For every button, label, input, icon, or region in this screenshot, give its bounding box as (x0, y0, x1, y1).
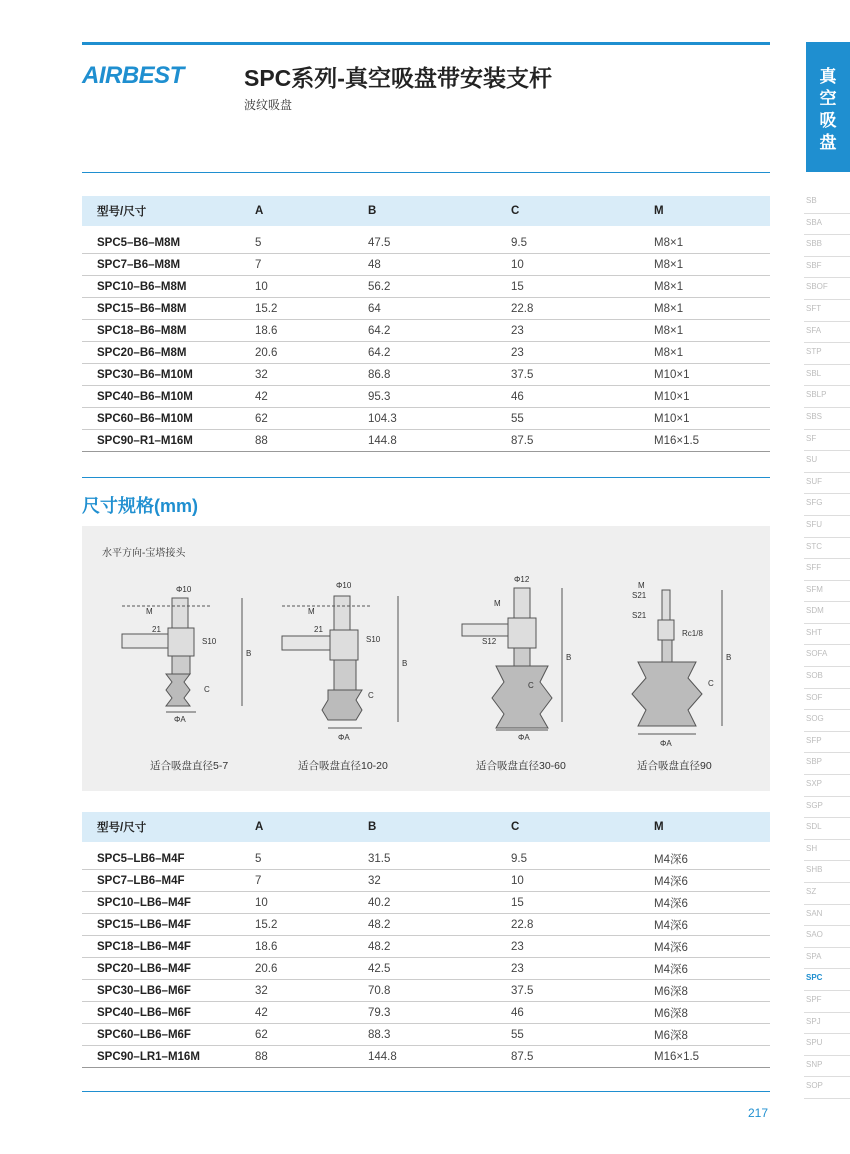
value-cell: 87.5 (511, 1046, 654, 1068)
diagram-caption: 适合吸盘直径5-7 (150, 760, 229, 772)
value-cell: 10 (255, 892, 368, 914)
series-nav-item[interactable]: SFT (804, 300, 850, 322)
dim-label: M (638, 581, 645, 590)
series-nav-item[interactable]: SHB (804, 861, 850, 883)
dim-label: B (726, 653, 732, 662)
dim-label: 21 (152, 625, 161, 634)
dim-label: M (308, 607, 315, 616)
series-nav-item[interactable]: SPC (804, 969, 850, 991)
value-cell: 37.5 (511, 364, 654, 386)
value-cell: 10 (255, 276, 368, 298)
series-nav-item[interactable]: SBLP (804, 386, 850, 408)
series-nav-item[interactable]: SAN (804, 905, 850, 927)
model-cell: SPC90–LR1–M16M (82, 1046, 255, 1068)
series-nav-item[interactable]: SFU (804, 516, 850, 538)
value-cell: 23 (511, 936, 654, 958)
value-cell: 55 (511, 408, 654, 430)
dim-label: S21 (632, 591, 647, 600)
dimension-diagram (82, 526, 770, 791)
value-cell: M6深8 (654, 980, 770, 1002)
value-cell: 7 (255, 254, 368, 276)
dim-label: C (204, 685, 210, 694)
value-cell: 64 (368, 298, 511, 320)
series-nav-item[interactable]: SOP (804, 1077, 850, 1099)
value-cell: 88 (255, 430, 368, 452)
value-cell: 9.5 (511, 842, 654, 870)
series-nav-item[interactable]: SFM (804, 581, 850, 603)
value-cell: 47.5 (368, 226, 511, 254)
table-row (82, 980, 770, 1002)
value-cell: M4深6 (654, 842, 770, 870)
series-nav-item[interactable]: STP (804, 343, 850, 365)
value-cell: M16×1.5 (654, 1046, 770, 1068)
col-header-a: A (255, 812, 368, 842)
dim-label: C (368, 691, 374, 700)
series-nav-item[interactable]: SBOF (804, 278, 850, 300)
table-row (82, 892, 770, 914)
value-cell: 144.8 (368, 430, 511, 452)
dim-label: ΦA (338, 733, 350, 742)
series-nav-item[interactable]: SBP (804, 753, 850, 775)
category-tab[interactable] (806, 42, 850, 172)
value-cell: M8×1 (654, 298, 770, 320)
series-nav-item[interactable]: SUF (804, 473, 850, 495)
model-cell: SPC10–LB6–M4F (82, 892, 255, 914)
dim-label: S21 (632, 611, 647, 620)
divider (82, 172, 770, 173)
value-cell: 22.8 (511, 298, 654, 320)
dim-label: Rc1/8 (682, 629, 703, 638)
series-nav-item[interactable]: SDM (804, 602, 850, 624)
series-nav-item[interactable]: SGP (804, 797, 850, 819)
table-row (82, 842, 770, 870)
dim-label: M (146, 607, 153, 616)
value-cell: 37.5 (511, 980, 654, 1002)
dim-label: C (708, 679, 714, 688)
value-cell: 32 (255, 364, 368, 386)
value-cell: 144.8 (368, 1046, 511, 1068)
value-cell: M4深6 (654, 870, 770, 892)
series-nav-item[interactable]: SOFA (804, 645, 850, 667)
table-row (82, 298, 770, 320)
table-row (82, 870, 770, 892)
divider (82, 477, 770, 478)
value-cell: 20.6 (255, 342, 368, 364)
series-nav-item[interactable]: SH (804, 840, 850, 862)
diagram-caption: 适合吸盘直径90 (637, 760, 712, 772)
value-cell: 62 (255, 408, 368, 430)
dim-label: B (566, 653, 572, 662)
value-cell: 42.5 (368, 958, 511, 980)
drawing-10-20 (282, 596, 398, 728)
col-header-a: A (255, 196, 368, 226)
table-row (82, 364, 770, 386)
series-nav-item[interactable]: SOG (804, 710, 850, 732)
table-row (82, 1024, 770, 1046)
value-cell: 64.2 (368, 320, 511, 342)
series-nav-item[interactable]: SPF (804, 991, 850, 1013)
dim-label: ΦA (174, 715, 186, 724)
series-nav-item[interactable]: SDL (804, 818, 850, 840)
model-cell: SPC7–B6–M8M (82, 254, 255, 276)
series-nav-item[interactable]: SOF (804, 689, 850, 711)
model-cell: SPC20–B6–M8M (82, 342, 255, 364)
value-cell: 23 (511, 958, 654, 980)
value-cell: 95.3 (368, 386, 511, 408)
col-header-m: M (654, 196, 770, 226)
value-cell: 10 (511, 254, 654, 276)
series-nav-item[interactable]: SFF (804, 559, 850, 581)
series-nav-item[interactable]: SU (804, 451, 850, 473)
value-cell: M10×1 (654, 386, 770, 408)
value-cell: 40.2 (368, 892, 511, 914)
value-cell: M10×1 (654, 408, 770, 430)
value-cell: 88 (255, 1046, 368, 1068)
col-header-model: 型号/尺寸 (82, 812, 255, 842)
value-cell: 5 (255, 226, 368, 254)
value-cell: 32 (255, 980, 368, 1002)
value-cell: 86.8 (368, 364, 511, 386)
dim-label: Φ12 (514, 575, 530, 584)
value-cell: 5 (255, 842, 368, 870)
series-nav-item[interactable]: SFG (804, 494, 850, 516)
value-cell: 23 (511, 320, 654, 342)
model-cell: SPC15–B6–M8M (82, 298, 255, 320)
value-cell: 48.2 (368, 914, 511, 936)
dim-label: Φ10 (176, 585, 192, 594)
table-row (82, 430, 770, 452)
model-cell: SPC60–LB6–M6F (82, 1024, 255, 1046)
value-cell: 46 (511, 386, 654, 408)
category-tab-char: 真 (819, 67, 837, 86)
drawing-30-60 (462, 588, 562, 730)
model-cell: SPC18–B6–M8M (82, 320, 255, 342)
series-nav-item[interactable]: SBB (804, 235, 850, 257)
value-cell: 7 (255, 870, 368, 892)
series-nav-item[interactable]: SXP (804, 775, 850, 797)
category-tab-char: 盘 (819, 133, 837, 152)
value-cell: 15.2 (255, 298, 368, 320)
model-cell: SPC30–B6–M10M (82, 364, 255, 386)
model-cell: SPC18–LB6–M4F (82, 936, 255, 958)
diagram-caption: 适合吸盘直径30-60 (476, 760, 566, 772)
divider (82, 1091, 770, 1092)
dim-label: S10 (202, 637, 217, 646)
spec-table-2 (82, 812, 770, 1068)
value-cell: 42 (255, 386, 368, 408)
dim-label: C (528, 681, 534, 690)
value-cell: 70.8 (368, 980, 511, 1002)
series-nav-item[interactable]: SFA (804, 322, 850, 344)
value-cell: 32 (368, 870, 511, 892)
value-cell: 18.6 (255, 936, 368, 958)
dim-label: S10 (366, 635, 381, 644)
value-cell: M8×1 (654, 276, 770, 298)
value-cell: 48.2 (368, 936, 511, 958)
series-nav-item[interactable]: SPU (804, 1034, 850, 1056)
value-cell: 64.2 (368, 342, 511, 364)
col-header-b: B (368, 196, 511, 226)
dim-label: Φ10 (336, 581, 352, 590)
section-title: 尺寸规格(mm) (82, 496, 198, 516)
model-cell: SPC20–LB6–M4F (82, 958, 255, 980)
col-header-model: 型号/尺寸 (82, 196, 255, 226)
value-cell: 56.2 (368, 276, 511, 298)
dim-label: B (246, 649, 252, 658)
value-cell: 31.5 (368, 842, 511, 870)
table-row (82, 1002, 770, 1024)
value-cell: M6深8 (654, 1002, 770, 1024)
model-cell: SPC90–R1–M16M (82, 430, 255, 452)
series-nav-item[interactable]: SBL (804, 365, 850, 387)
table-row (82, 408, 770, 430)
dim-label: ΦA (518, 733, 530, 742)
page-number: 217 (748, 1106, 769, 1120)
value-cell: M4深6 (654, 914, 770, 936)
series-nav-item[interactable]: SNP (804, 1056, 850, 1078)
value-cell: 9.5 (511, 226, 654, 254)
dim-label: M (494, 599, 501, 608)
value-cell: 15 (511, 276, 654, 298)
spec-table-1 (82, 196, 770, 452)
value-cell: 15.2 (255, 914, 368, 936)
value-cell: 20.6 (255, 958, 368, 980)
page-title: SPC系列-真空吸盘带安装支杆 (244, 65, 552, 91)
series-nav-item[interactable]: STC (804, 538, 850, 560)
value-cell: 15 (511, 892, 654, 914)
series-nav-item[interactable]: SBS (804, 408, 850, 430)
series-nav-item[interactable]: SPA (804, 948, 850, 970)
diagram-caption: 适合吸盘直径10-20 (298, 760, 388, 772)
series-nav-item[interactable]: SF (804, 430, 850, 452)
table-row (82, 936, 770, 958)
value-cell: M10×1 (654, 364, 770, 386)
value-cell: 42 (255, 1002, 368, 1024)
table-row (82, 914, 770, 936)
table-row (82, 342, 770, 364)
value-cell: M6深8 (654, 1024, 770, 1046)
table-row (82, 226, 770, 254)
col-header-b: B (368, 812, 511, 842)
model-cell: SPC15–LB6–M4F (82, 914, 255, 936)
series-index-nav (804, 192, 850, 1099)
page-subtitle: 波纹吸盘 (244, 98, 293, 112)
series-nav-item[interactable]: SAO (804, 926, 850, 948)
category-tab-char: 空 (819, 89, 837, 108)
dim-label: B (402, 659, 408, 668)
value-cell: M16×1.5 (654, 430, 770, 452)
dim-label: ΦA (660, 739, 672, 748)
value-cell: M4深6 (654, 958, 770, 980)
series-nav-item[interactable]: SBF (804, 257, 850, 279)
technical-drawings (82, 526, 770, 791)
series-nav-item[interactable]: SBA (804, 214, 850, 236)
model-cell: SPC40–LB6–M6F (82, 1002, 255, 1024)
model-cell: SPC5–LB6–M4F (82, 842, 255, 870)
series-nav-item[interactable]: SFP (804, 732, 850, 754)
value-cell: M8×1 (654, 226, 770, 254)
model-cell: SPC60–B6–M10M (82, 408, 255, 430)
table-row (82, 320, 770, 342)
value-cell: 79.3 (368, 1002, 511, 1024)
table-row (82, 386, 770, 408)
dim-label: 21 (314, 625, 323, 634)
value-cell: 46 (511, 1002, 654, 1024)
series-nav-item[interactable]: SOB (804, 667, 850, 689)
value-cell: 10 (511, 870, 654, 892)
col-header-m: M (654, 812, 770, 842)
drawing-5-7 (122, 598, 242, 712)
model-cell: SPC5–B6–M8M (82, 226, 255, 254)
col-header-c: C (511, 812, 654, 842)
value-cell: 87.5 (511, 430, 654, 452)
value-cell: M8×1 (654, 342, 770, 364)
value-cell: M4深6 (654, 936, 770, 958)
category-tab-char: 吸 (819, 111, 837, 130)
value-cell: 48 (368, 254, 511, 276)
series-nav-item[interactable]: SPJ (804, 1013, 850, 1035)
table-row (82, 1046, 770, 1068)
value-cell: 55 (511, 1024, 654, 1046)
model-cell: SPC40–B6–M10M (82, 386, 255, 408)
top-rule (82, 42, 770, 45)
diagram-note: 水平方向-宝塔接头 (102, 548, 186, 559)
value-cell: 23 (511, 342, 654, 364)
series-nav-item[interactable]: SZ (804, 883, 850, 905)
series-nav-item[interactable]: SB (804, 192, 850, 214)
model-cell: SPC30–LB6–M6F (82, 980, 255, 1002)
value-cell: 62 (255, 1024, 368, 1046)
value-cell: 18.6 (255, 320, 368, 342)
dim-label: S12 (482, 637, 497, 646)
value-cell: M4深6 (654, 892, 770, 914)
model-cell: SPC10–B6–M8M (82, 276, 255, 298)
model-cell: SPC7–LB6–M4F (82, 870, 255, 892)
brand-logo: AIRBEST (82, 62, 184, 89)
value-cell: 88.3 (368, 1024, 511, 1046)
value-cell: 104.3 (368, 408, 511, 430)
col-header-c: C (511, 196, 654, 226)
table-row (82, 254, 770, 276)
value-cell: M8×1 (654, 320, 770, 342)
table-row (82, 958, 770, 980)
value-cell: M8×1 (654, 254, 770, 276)
value-cell: 22.8 (511, 914, 654, 936)
table-row (82, 276, 770, 298)
series-nav-item[interactable]: SHT (804, 624, 850, 646)
